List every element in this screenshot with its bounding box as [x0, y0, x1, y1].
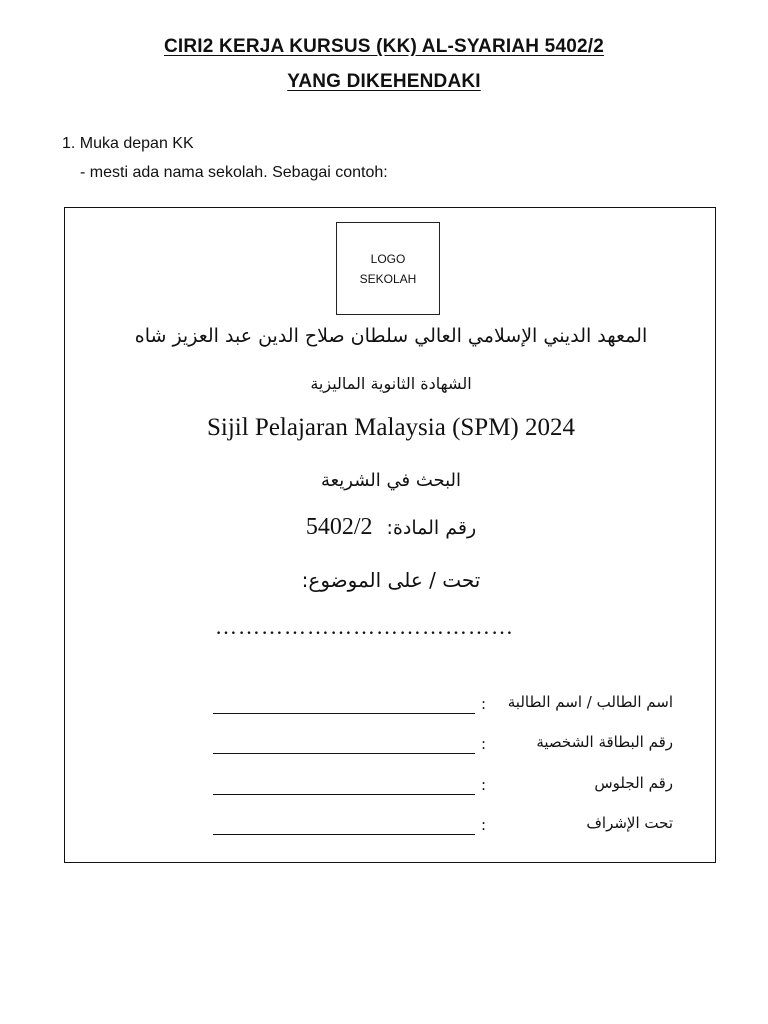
field-label: تحت الإشراف	[586, 814, 673, 832]
list-item-note: - mesti ada nama sekolah. Sebagai contoh:	[80, 164, 388, 181]
subject-title: البحث في الشريعة	[320, 470, 462, 491]
document-title-line1: CIRI2 KERJA KURSUS (KK) AL-SYARIAH 5402/2	[163, 36, 604, 57]
field-supervisor	[213, 814, 673, 838]
school-logo-placeholder	[336, 222, 440, 315]
field-colon: :	[481, 695, 487, 713]
certificate-english: Sijil Pelajaran Malaysia (SPM) 2024	[206, 414, 576, 441]
field-colon: :	[481, 735, 487, 753]
topic-placeholder: …………………………………	[215, 614, 514, 639]
field-blank-line	[213, 713, 475, 714]
field-colon: :	[481, 816, 487, 834]
subject-code-value: 5402/2	[305, 514, 373, 540]
topic-label: تحت / على الموضوع:	[301, 568, 481, 592]
field-label: اسم الطالب / اسم الطالبة	[507, 693, 673, 711]
school-name: المعهد الديني الإسلامي العالي سلطان صلاح الدين عبد العزيز شاه	[134, 325, 648, 347]
cover-sample-frame	[64, 207, 716, 863]
certificate-arabic: الشهادة الثانوية الماليزية	[310, 374, 472, 393]
field-blank-line	[213, 794, 475, 795]
field-colon: :	[481, 776, 487, 794]
logo-label-line1: LOGO	[370, 251, 406, 266]
document-title-line2: YANG DIKEHENDAKI	[287, 71, 481, 92]
field-label: رقم البطاقة الشخصية	[536, 733, 673, 751]
logo-label-line2: SEKOLAH	[359, 271, 417, 286]
field-blank-line	[213, 834, 475, 835]
list-item-cover-page: 1. Muka depan KK	[62, 135, 194, 152]
field-blank-line	[213, 753, 475, 754]
field-ic-number	[213, 733, 673, 757]
subject-code-label: رقم المادة:	[386, 517, 477, 539]
field-seat-number	[213, 774, 673, 798]
field-label: رقم الجلوس	[594, 774, 673, 792]
subject-code-line	[65, 514, 717, 541]
field-student-name	[213, 693, 673, 717]
